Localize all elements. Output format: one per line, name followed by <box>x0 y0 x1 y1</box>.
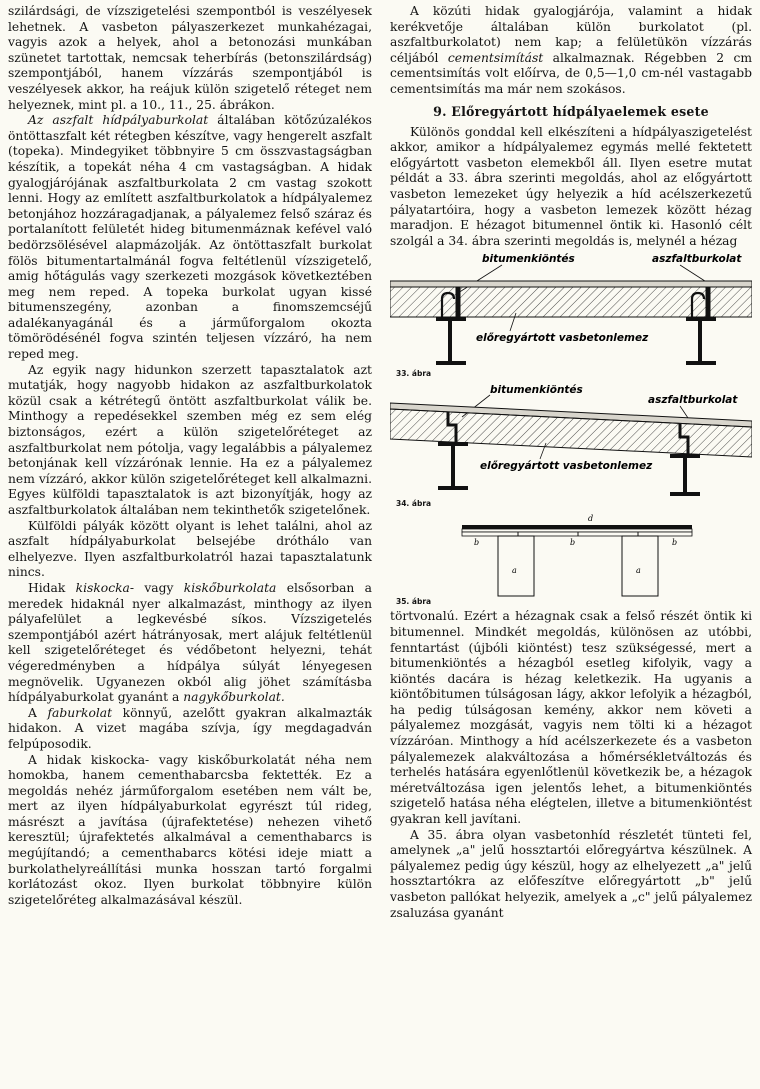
section-heading: 9. Előregyártott hídpályaelemek esete <box>433 103 709 119</box>
paragraph-text: elsősorban a meredek hidaknál nyer alkalmazást, minthogy az ilyen pályafelület a legkevésbé síkos. Vízszigetelés szempontjából azért hátrányosak, mert alájuk feltétlenül kell szigetelőréteget és védőbetont helyezni, tehát végeredményben a hídpálya súlyát lényegesen megnövelik. Ugyanezen okból alig jöhet számításba hídpályaburkolat gyanánt a <box>8 580 372 705</box>
paragraph: A 35. ábra olyan vasbetonhíd részletét tünteti fel, amelynek „a" jelű hossztartói előregyártva készülnek. A pályalemez pedig úgy készül, hogy az elhelyezett „a" jelű hossztartókra az előfeszítve előregyártott „b" jelű vasbeton pallókat helyezik, amelyek a „c" jelű pályalemez zsaluzása gyanánt <box>390 827 752 920</box>
figure-34 <box>390 381 752 511</box>
paragraph-text: Hidak <box>28 580 76 595</box>
paragraph-text: általában kötőzúzalékos öntöttaszfalt két rétegben készítve, vagy hengerelt aszfalt (topeka). Mindegyiket többnyire 5 cm összvastagságban készítik, a topekát néha 4 cm vastagságban. A hidak gyalogjárójának aszfaltburkolata 2 cm vastag szokott lenni. Hogy az említett aszfaltburkolatok a hídpályalemez betonjához hozzáragadjanak, a pályalemez felső száraz és portalanított felületét hideg bitumenmáznak kefével való bedörzsölésével alapmázolják. Az öntöttaszfalt burkolat fölös bitumentartalmánál fogva feltétlenül vízszigetelő, amig hőtágulás vagy szerkezeti mozgások következtében meg nem reped. A topeka burkolat ugyan kissé bitumenszegény, azonban a finomszemcséjű adalékanyagánál és a járműforgalom okozta tömörödésénél fogva szintén teljesen vízzáró, ha nem reped meg. <box>8 113 372 362</box>
paragraph: szilárdsági, de vízszigetelési szempontból is veszélyesek lehetnek. A vasbeton pályaszerkezet munkahézagai, vagyis azok a helyek, ahol a betonozási munkában szünetet tartottak, nemcsak teherbírás (betonszilárdság) szempontjából, hanem vízzárás szempontjából is veszélyesek akkor, ha reájuk külön szigetelő réteget nem helyeznek, mint pl. a 10., 11., 25. ábrákon. <box>8 4 372 112</box>
italic-term: cementsimítást <box>447 50 544 65</box>
paragraph <box>8 113 372 363</box>
figure-caption: 34. ábra <box>396 499 432 509</box>
label-bitumenkiontes: bitumenkiöntés <box>490 384 583 397</box>
label-elregyartott-lemez: előregyártott vasbetonlemez <box>476 332 649 345</box>
label-aszfaltburkolat: aszfaltburkolat <box>648 394 738 407</box>
figure-33-drawing <box>390 249 752 381</box>
figure-33 <box>390 249 752 381</box>
italic-term: faburkolat <box>47 705 113 720</box>
figure-caption: 33. ábra <box>396 369 432 379</box>
label-b: b <box>474 538 480 548</box>
italic-term: nagykőburkolat. <box>183 690 285 705</box>
paragraph: törtvonalú. Ezért a hézagnak csak a felső részét öntik ki bitumennel. Mindkét megoldás, különösen az utóbbi, fenntartást (újbóli kiöntést) tesz szükségessé, mert a bitumenkiöntés a hézagból esetleg kifolyik, vagy a kiöntés dacára is hézag keletkezik. Ha ugyanis a kiöntőbitumen túlságosan lágy, akkor lefolyik a hézagból, ha pedig túlságosan kemény, akkor nem követi a pályalemez mozgását, vagyis nem tölti ki a hézagot vízzáróan. Minthogy a híd acélszerkezete és a vasbeton pályalemezek alakváltozása a hőmérsékletváltozás és terhelés hatására egyenlőtlenül következik be, a hézagok méretváltozása igen jelentős lehet, a bitumenkiöntés szigetelő hatása néha elégtelen, illetve a bitumenkiöntést gyakran kell javítani. <box>390 609 752 827</box>
figure-35 <box>390 511 752 609</box>
left-column <box>8 4 372 908</box>
figure-caption: 35. ábra <box>396 597 432 607</box>
right-column <box>390 4 752 921</box>
label-a: a <box>512 566 517 576</box>
label-b: b <box>672 538 678 548</box>
label-a: a <box>636 566 641 576</box>
paragraph <box>390 4 752 98</box>
paragraph <box>8 706 372 753</box>
paragraph-text: A közúti hidak gyalogjárója, valamint a hidak kerékvetője általában külön burkolatot (pl. aszfaltburkolatot) nem kap; a felületükön vízzárás céljából <box>390 4 752 65</box>
paragraph <box>8 581 372 706</box>
label-elregyartott-lemez: előregyártott vasbetonlemez <box>480 460 653 473</box>
label-bitumenkiontes: bitumenkiöntés <box>482 253 575 266</box>
paragraph: A hidak kiskocka- vagy kiskőburkolatát néha nem homokba, hanem cementhabarcsba fektették. Ez a megoldás nehéz járműforgalom esetében nem vált be, mert az ilyen hídpályaburkolat egyrészt túl rideg, másrészt a javítása (újrafektetése) nehezen vihető keresztül; újrafektetés alkalmával a cementhabarcs is megújítandó; a cementhabarcs kötési ideje miatt a burkolathelyreállítási munka hosszan tartó forgalmi korlátozást okoz. Ilyen burkolat többnyire külön szigetelőréteg alkalmazásával készül. <box>8 752 372 907</box>
italic-term: kiskőburkolata <box>183 580 277 595</box>
paragraph-text: - vagy <box>129 580 184 595</box>
label-aszfaltburkolat: aszfaltburkolat <box>652 253 742 266</box>
paragraph-text: A <box>28 705 48 720</box>
paragraph-text: könnyű, azelőtt gyakran alkalmazták hidakon. A vizet magába szívja, így megdagadván felpúposodik. <box>8 705 372 751</box>
paragraph-text: alkalmaznak. Régebben 2 cm cementsimítás volt előírva, de 0,5—1,0 cm-nél vastagabb cementsimítás ma már nem szokásos. <box>390 50 752 96</box>
paragraph: Külföldi pályák között olyant is lehet találni, ahol az aszfalt hídpályaburkolat belsejébe dróthálo van elhelyezve. Ilyen aszfaltburkolatról hazai tapasztalatunk nincs. <box>8 518 372 580</box>
label-b: b <box>570 538 576 548</box>
paragraph: Az egyik nagy hidunkon szerzett tapasztalatok azt mutatják, hogy nagyobb hidakon az aszfaltburkolatok közül csak a kétrétegű öntött aszfaltburkolat válik be. Minthogy a repedésekkel szemben még ez sem elég biztonságos, ezért a külön szigetelőréteget az aszfaltburkolat nem pótolja, vagy legalábbis a pályalemez betonjának kell vízzárónak lennie. Ha ez a pályalemez nem vízzáró, akkor külön szigetelőréteget kell alkalmazni. Egyes külföldi tapasztalatok is azt bizonyítják, hogy az aszfaltburkolatok általában nem tekinthetők szigetelőnek. <box>8 362 372 517</box>
label-d: d <box>588 514 594 524</box>
figure-35-drawing <box>390 511 752 609</box>
italic-term: kiskocka <box>75 580 130 595</box>
italic-term: Az aszfalt hídpályaburkolat <box>28 113 209 128</box>
paragraph: Különös gonddal kell elkészíteni a hídpályaszigetelést akkor, amikor a hídpályalemez egymás mellé fektetett előgyártott vasbeton elemekből áll. Ilyen esetre mutat példát a 33. ábra szerinti megoldás, ahol az előgyártott vasbeton lemezeket úgy helyezik a híd acélszerkezetű pályatartóira, hogy a vasbeton lemezek között hézag maradjon. E hézagot bitumennel öntik ki. Hasonló célt szolgál a 34. ábra szerinti megoldás is, melynél a hézag <box>390 124 752 248</box>
figure-34-drawing <box>390 381 752 511</box>
